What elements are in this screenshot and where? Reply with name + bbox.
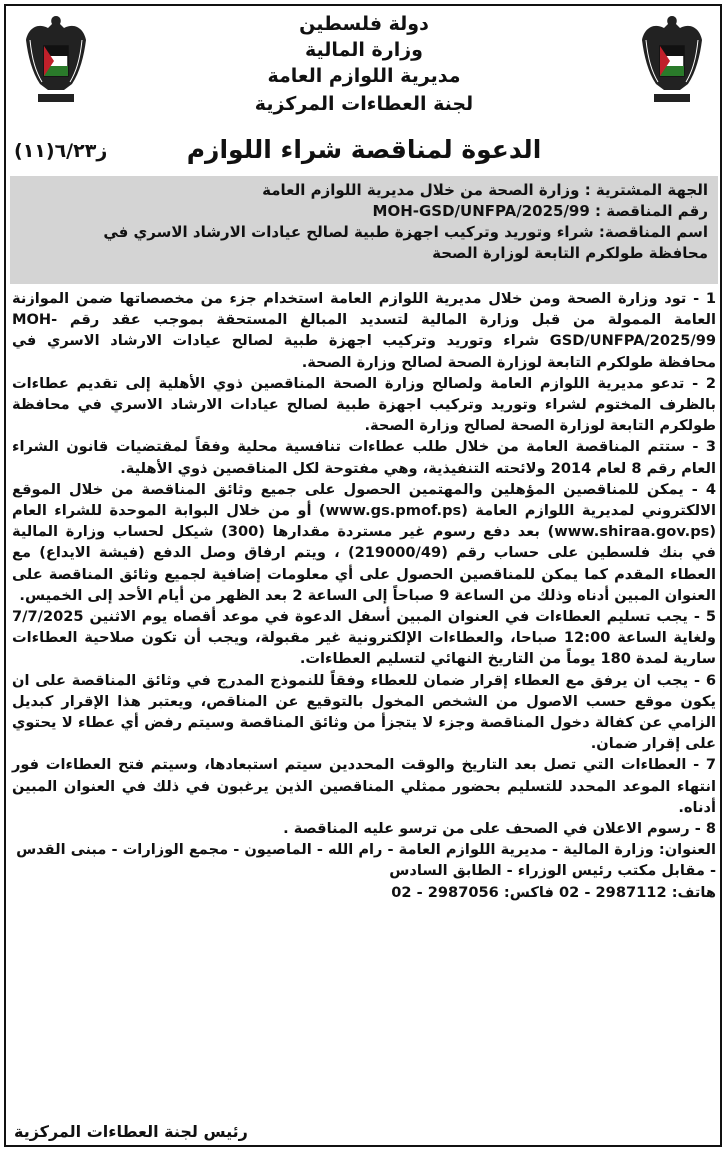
directorate-name: مديرية اللوازم العامة <box>267 65 461 87</box>
tender-name-line: اسم المناقصة: شراء وتوريد وتركيب اجهزة طبية لصالح عيادات الارشاد الاسري في <box>103 223 708 241</box>
clause-5: 5 - يجب تسليم العطاءات في العنوان المبين أسفل الدعوة في موعد أقصاه يوم الاثنين 7/7/2025 ولغاية الساعة 12:00 صباحا، والعطاءات الإلكترونية غير مقبولة، ويجب أن تكون صلاحية العطاءات سارية لمدة 180 يوماً من التاريخ النهائي لتسليم العطاءات. <box>12 608 716 668</box>
committee-name: لجنة العطاءات المركزية <box>254 93 474 115</box>
clause-6: 6 - يجب ان يرفق مع العطاء إقرار ضمان للعطاء وفقاً للنموذج المدرج في وثائق المناقصة على ان يكون موقع حسب الاصول من الشخص المخول بالتوقيع عن المناقص، ويعتبر هذا الإقرار كبديل الزامي عن كفالة دخول المناقصة وجزء لا يتجزأ من وثائق المناقصة وسيتم رفض أي عطاء لا يحتوي على إقرار ضمان. <box>12 671 716 753</box>
tender-body <box>12 288 716 903</box>
tender-info-box <box>10 176 718 284</box>
address: العنوان: وزارة المالية - مديرية اللوازم العامة - رام الله - الماصيون - مجمع الوزارات - مبنى القدس - مقابل مكتب رئيس الوزراء - الطابق السادس <box>16 841 716 880</box>
reference-number: ز٦/٢٣(١١) <box>14 140 108 162</box>
signature: رئيس لجنة العطاءات المركزية <box>14 1122 248 1141</box>
clause-3: 3 - ستتم المناقصة العامة من خلال طلب عطاءات تنافسية محلية وفقاً لمقتضيات قانون الشراء العام رقم 8 لعام 2014 ولائحته التنفيذية، وهي مفتوحة لكل المناقصين ذوي الأهلية. <box>12 438 716 477</box>
ministry-name: وزارة المالية <box>305 39 423 61</box>
eagle-emblem-icon <box>22 10 90 110</box>
clause-8: 8 - رسوم الاعلان في الصحف على من ترسو عليه المناقصة . <box>283 820 716 838</box>
phone-fax: هاتف: 2987112 - 02 فاكس: 2987056 - 02 <box>391 883 716 901</box>
tender-number-line <box>20 201 708 222</box>
country-name: دولة فلسطين <box>299 13 429 35</box>
clause-7: 7 - العطاءات التي تصل بعد التاريخ والوقت المحددين سيتم استبعادها، وسيتم فتح العطاءات فور انتهاء الموعد المحدد للتسليم بحضور ممثلي المناقصين الذين يرغبون في ذلك في العنوان المبين أدناه. <box>12 756 716 816</box>
clause-4: 4 - يمكن للمناقصين المؤهلين والمهتمين الحصول على جميع وثائق المناقصة من خلال الموقع الالكتروني لمديرية اللوازم العامة (www.gs.pmof.ps) أو من خلال البوابة الموحدة للشراء العام (www.shiraa.gov.ps) بعد دفع رسوم غير مستردة مقدارها (300) شيكل لحساب وزارة المالية في بنك فلسطين على حساب رقم (219000/49) ، ويتم ارفاق وصل الدفع (فيشة الايداع) مع العطاء المقدم كما يمكن للمناقصين الحصول على أي معلومات إضافية لجميع وثائق المناقصة على العنوان المبين أدناه وذلك من الساعة 9 صباحاً إلى الساعة 2 بعد الظهر من أيام الأحد إلى الخميس. <box>12 480 716 604</box>
buyer-line: الجهة المشترية : وزارة الصحة من خلال مديرية اللوازم العامة <box>262 181 708 199</box>
tender-number-label: رقم المناقصة : <box>595 202 708 220</box>
tender-name-cont: محافظة طولكرم التابعة لوزارة الصحة <box>432 244 708 262</box>
eagle-emblem-icon <box>638 10 706 110</box>
page-title: الدعوة لمناقصة شراء اللوازم <box>186 135 542 164</box>
tender-number: MOH-GSD/UNFPA/2025/99 <box>372 202 590 220</box>
clause-2: 2 - تدعو مديرية اللوازم العامة ولصالح وزارة الصحة المناقصين ذوي الأهلية إلى تقديم عطاءات بالظرف المختوم لشراء وتوريد وتركيب اجهزة طبية لصالح عيادات الارشاد الاسري في محافظة طولكرم التابعة لوزارة الصحة لصالح وزارة الصحة. <box>12 374 716 435</box>
clause-1: 1 - تود وزارة الصحة ومن خلال مديرية اللوازم العامة استخدام جزء من مخصصاتها ضمن الموازنة العامة الممولة من قبل وزارة المالية لتسديد المبالغ المستحقة بموجب عقد رقم MOH-GSD/UNFPA/2025/99 شراء وتوريد وتركيب اجهزة طبية لصالح عيادات الارشاد الاسري في محافظة طولكرم التابعة لوزارة الصحة لصالح وزارة الصحة. <box>12 290 716 371</box>
